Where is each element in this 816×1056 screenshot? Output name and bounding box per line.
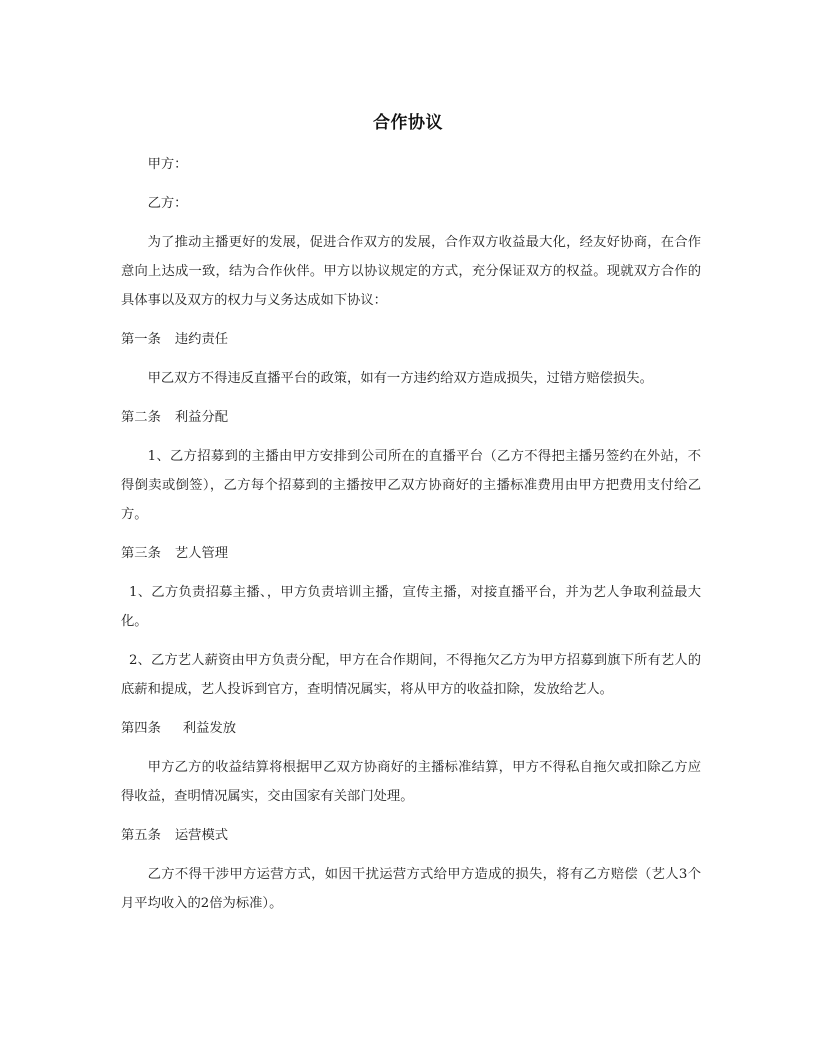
section-heading-4 (121, 714, 701, 743)
section-5-paragraph: 乙方不得干涉甲方运营方式，如因干扰运营方式给甲方造成的损失，将有乙方赔偿（艺人3个月平均收入的2倍为标准）。 (121, 867, 701, 911)
section-heading-2 (121, 403, 701, 432)
section-heading-1 (121, 325, 701, 354)
section-number: 第二条 (121, 410, 161, 425)
section-heading-5 (121, 821, 701, 850)
section-name: 运营模式 (174, 828, 229, 843)
section-2-paragraph: 1、乙方招募到的主播由甲方安排到公司所在的直播平台（乙方不得把主播另签约在外站，不得倒卖或倒签），乙方每个招募到的主播按甲乙双方协商好的主播标准费用由甲方把费用支付给乙方。 (121, 449, 701, 522)
section-heading-3 (121, 539, 701, 568)
section-number: 第五条 (121, 828, 161, 843)
document-title: 合作协议 (373, 113, 443, 133)
section-1-paragraph: 甲乙双方不得违反直播平台的政策，如有一方违约给双方造成损失，过错方赔偿损失。 (147, 371, 653, 386)
section-name: 利益发放 (182, 721, 237, 736)
section-3-paragraph-1: 1、乙方负责招募主播、，甲方负责培训主播，宣传主播，对接直播平台，并为艺人争取利益最大化。 (121, 585, 701, 629)
section-number: 第三条 (121, 546, 161, 561)
section-number: 第四条 (121, 721, 161, 736)
party-b-line: 乙方： (147, 196, 188, 211)
party-a-line: 甲方： (147, 157, 188, 172)
section-name: 利益分配 (174, 410, 229, 425)
document-body (121, 150, 701, 928)
section-number: 第一条 (121, 332, 161, 347)
section-4-paragraph: 甲方乙方的收益结算将根据甲乙双方协商好的主播标准结算，甲方不得私自拖欠或扣除乙方应得收益，查明情况属实，交由国家有关部门处理。 (121, 760, 701, 804)
intro-paragraph: 为了推动主播更好的发展，促进合作双方的发展，合作双方收益最大化，经友好协商，在合作意向上达成一致，结为合作伙伴。甲方以协议规定的方式，充分保证双方的权益。现就双方合作的具体事以及双方的权力与义务达成如下协议： (121, 235, 701, 308)
section-name: 艺人管理 (174, 546, 229, 561)
section-name: 违约责任 (174, 332, 229, 347)
section-3-paragraph-2: 2、乙方艺人薪资由甲方负责分配，甲方在合作期间，不得拖欠乙方为甲方招募到旗下所有艺人的底薪和提成，艺人投诉到官方，查明情况属实，将从甲方的收益扣除，发放给艺人。 (121, 653, 701, 697)
